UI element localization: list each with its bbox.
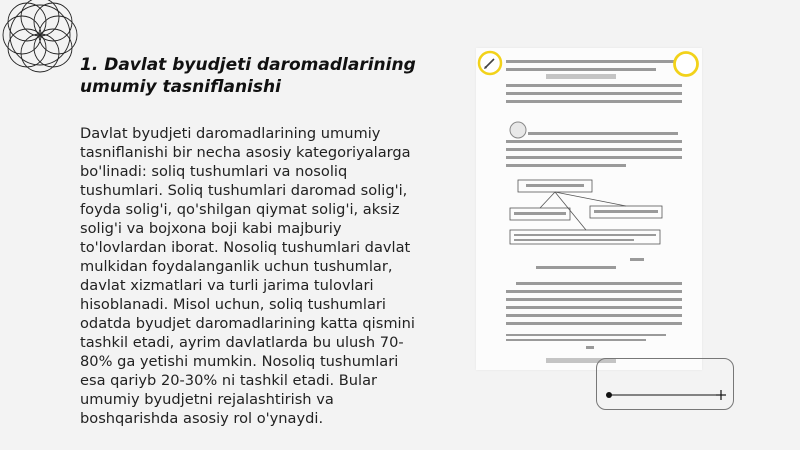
document-scan-image bbox=[476, 48, 702, 370]
pencil-icon[interactable] bbox=[477, 50, 503, 76]
slide-title: 1. Davlat byudjeti daromadlarining umumiy tasniflanishi bbox=[80, 55, 416, 97]
document-stamp-icon bbox=[508, 120, 528, 140]
plus-icon bbox=[716, 390, 726, 400]
slider-knob-icon[interactable] bbox=[606, 392, 612, 398]
slider-control[interactable] bbox=[596, 358, 734, 410]
slide-body-text: Davlat byudjeti daromadlarining umumiy tasniflanishi bir necha asosiy kategoriyalarga bo'linadi: soliq tushumlari va nosoliq tushumlari. Soliq tushumlari daromad solig'i, foyda solig'i, qo'shilgan qiymat solig'i, aksiz solig'i va bojxona boji kabi majburiy to'lovlardan iborat. Nosoliq tushumlari davlat mulkidan foydalanganlik uchun tushumlar, davlat xizmatlari va turli jarima tulovlari hisoblanadi. Misol uchun, soliq tushumlari odatda byudjet daromadlarining katta qismini tashkil etadi, ayrim davlatlarda bu ulush 70-80% ga yetishi mumkin. Nosoliq tushumlari esa qariyb 20-30% ni tashkil etadi. Bular umumiy byudjetni rejalashtirish va boshqarishda asosiy rol o'ynaydi. bbox=[80, 125, 415, 427]
yellow-circle-icon[interactable] bbox=[672, 50, 700, 78]
spirograph-ornament-icon bbox=[0, 0, 80, 90]
